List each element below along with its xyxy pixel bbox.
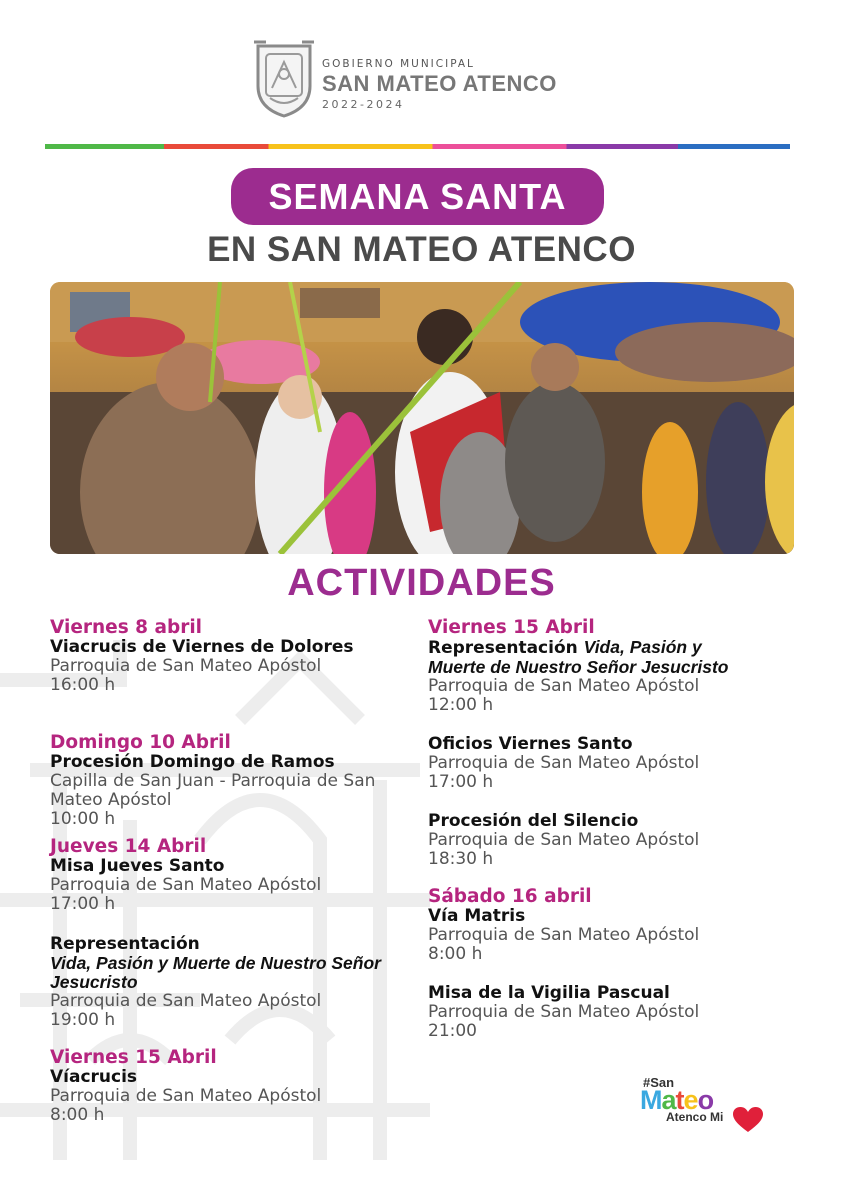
event-place: Parroquia de San Mateo Apóstol (428, 925, 700, 945)
event-item (50, 618, 410, 695)
government-header (250, 38, 590, 120)
event-date: Domingo 10 Abril (50, 732, 231, 753)
event-place: Parroquia de San Mateo Apóstol (50, 1086, 322, 1106)
event-date: Viernes 8 abril (50, 617, 203, 638)
event-date: Viernes 15 Abril (50, 1047, 217, 1068)
municipality-name: SAN MATEO ATENCO (322, 71, 557, 96)
event-name: Misa de la Vigilia Pascual (428, 983, 670, 1003)
event-item (428, 735, 808, 792)
hashtag-line-1: #San (643, 1075, 675, 1090)
event-date: Viernes 15 Abril (428, 617, 595, 638)
event-name-text: Representación (428, 638, 578, 658)
event-place: Parroquia de San Mateo Apóstol (50, 991, 322, 1011)
government-label: GOBIERNO MUNICIPAL (322, 58, 475, 70)
event-time: 8:00 h (428, 944, 483, 964)
event-item (50, 733, 410, 829)
procession-photo (50, 282, 794, 554)
event-item (50, 1048, 410, 1125)
activities-title: ACTIVIDADES (287, 562, 556, 604)
municipal-crest-icon (250, 38, 318, 118)
event-place: Parroquia de San Mateo Apóstol (428, 830, 700, 850)
hashtag-line-2: Mateo (640, 1085, 714, 1115)
event-name: Procesión del Silencio (428, 811, 639, 831)
event-time: 18:30 h (428, 849, 494, 869)
events-column-left (50, 618, 410, 1125)
event-time: 17:00 h (428, 772, 494, 792)
event-time: 19:00 h (50, 1010, 116, 1030)
event-description: Vida, Pasión y Muerte de Nuestro Señor Jesucristo (50, 953, 381, 992)
event-time: 21:00 (428, 1021, 477, 1041)
page-title: SEMANA SANTA (231, 168, 604, 225)
event-place: Parroquia de San Mateo Apóstol (428, 676, 700, 696)
event-name: Procesión Domingo de Ramos (50, 752, 335, 772)
page-subtitle: EN SAN MATEO ATENCO (207, 230, 636, 269)
rainbow-divider (45, 144, 790, 149)
event-time: 16:00 h (50, 675, 116, 695)
event-name: Víacrucis (50, 1067, 138, 1087)
event-place: Parroquia de San Mateo Apóstol (50, 875, 322, 895)
hashtag-logo (640, 1075, 770, 1137)
event-name: Misa Jueves Santo (50, 856, 225, 876)
event-name: Vía Matris (428, 906, 526, 926)
event-place: Parroquia de San Mateo Apóstol (428, 1002, 700, 1022)
event-time: 10:00 h (50, 809, 116, 829)
event-description: Muerte de Nuestro Señor Jesucristo (428, 657, 729, 677)
hashtag-line-3: Atenco Mi (666, 1110, 724, 1124)
event-time: 12:00 h (428, 695, 494, 715)
event-time: 17:00 h (50, 894, 116, 914)
event-name: Representación (50, 934, 200, 954)
heart-icon (733, 1107, 763, 1133)
event-item (428, 812, 808, 869)
event-name (428, 638, 808, 658)
event-item (428, 984, 808, 1041)
event-item (428, 887, 808, 964)
event-item (50, 935, 410, 1030)
event-item (50, 837, 410, 914)
event-place: Parroquia de San Mateo Apóstol (428, 753, 700, 773)
event-item (428, 618, 808, 715)
events-column-right (428, 618, 808, 1041)
event-name: Viacrucis de Viernes de Dolores (50, 637, 354, 657)
event-date: Jueves 14 Abril (50, 836, 207, 857)
event-name: Oficios Viernes Santo (428, 734, 633, 754)
event-date: Sábado 16 abril (428, 886, 592, 907)
event-time: 8:00 h (50, 1105, 105, 1125)
event-place: Parroquia de San Mateo Apóstol (50, 656, 322, 676)
event-name-italic: Vida, Pasión y (583, 637, 702, 657)
administration-years: 2022-2024 (322, 98, 405, 111)
event-place: Capilla de San Juan - Parroquia de San Mateo Apóstol (50, 771, 376, 810)
